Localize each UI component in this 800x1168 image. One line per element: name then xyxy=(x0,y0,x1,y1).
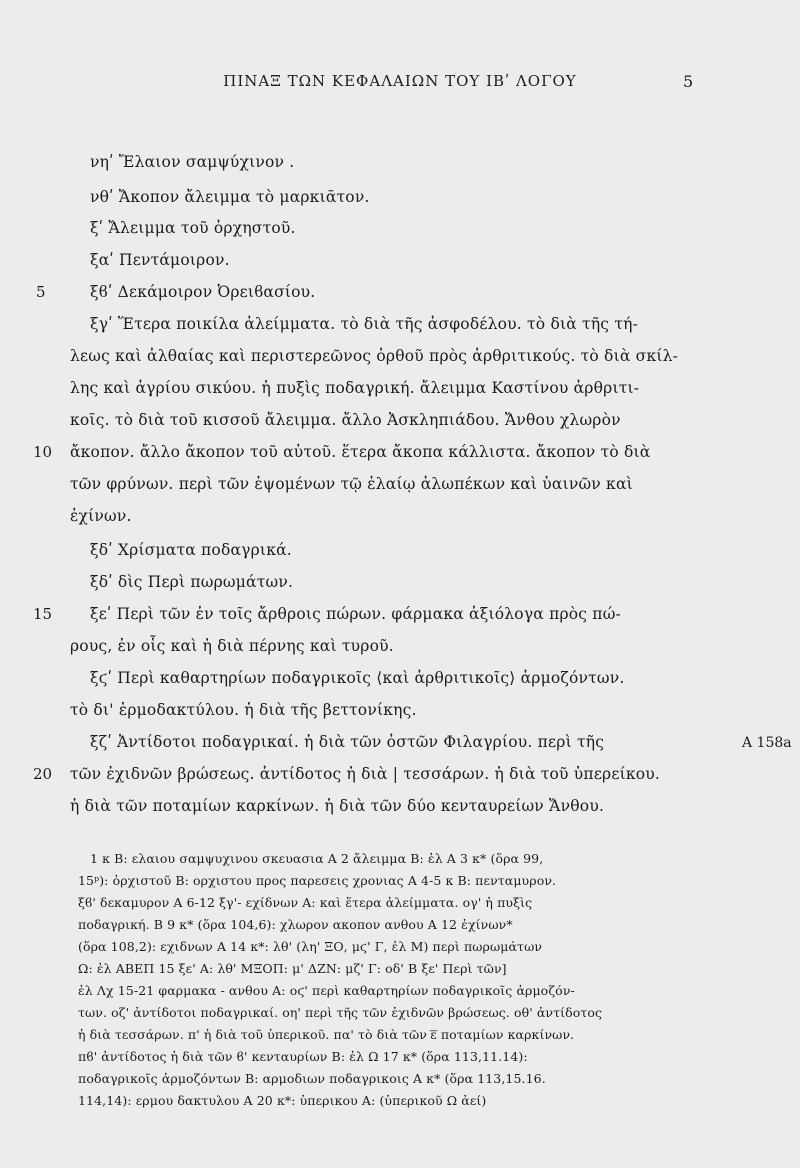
body-line: ἄκοπον. ἄλλο ἄκοπον τοῦ αὐτοῦ. ἕτερα ἄκοπα κάλλιστα. ἄκοπον τὸ διὰ xyxy=(70,443,651,461)
body-line: τῶν φρύνων. περὶ τῶν ἑψομένων τῷ ἐλαίῳ ἀλωπέκων καὶ ὑαινῶν καὶ xyxy=(70,475,633,493)
body-line: τῶν ἐχιδνῶν βρώσεως. ἀντίδοτος ἡ διὰ | τεσσάρων. ἡ διὰ τοῦ ὑπερείκου. xyxy=(70,765,661,783)
line-number: 10 xyxy=(33,443,53,461)
body-line: ξζʹ Ἀντίδοτοι ποδαγρικαί. ἡ διὰ τῶν ὀστῶν Φιλαγρίου. περὶ τῆς xyxy=(90,733,605,751)
margin-folio-reference: A 158a xyxy=(742,735,792,751)
running-header: ΠΙΝΑΞ ΤΩΝ ΚΕΦΑΛΑΙΩΝ ΤΟΥ ΙΒʹ ΛΟΓΟΥ xyxy=(223,72,577,90)
body-line: λεως καὶ ἀλθαίας καὶ περιστερεῶνος ὀρθοῦ πρὸς ἀρθριτικούς. τὸ διὰ σκίλ- xyxy=(70,347,679,365)
page-number: 5 xyxy=(683,72,694,91)
body-line: ξδʹ Χρίσματα ποδαγρικά. xyxy=(90,541,292,559)
body-line: ξγʹ Ἕτερα ποικίλα ἀλείμματα. τὸ διὰ τῆς ἀσφοδέλου. τὸ διὰ τῆς τή- xyxy=(90,315,639,333)
body-line: ἐχίνων. xyxy=(70,507,132,525)
body-line: ἡ διὰ τῶν ποταμίων καρκίνων. ἡ διὰ τῶν δύο κενταυρείων Ἄνθου. xyxy=(70,797,605,815)
footnote-line: ξϐ' δεκαμυρον A 6-12 ξγ'- εχίδνων A: καὶ ἕτερα ἀλείμματα. ογ' ἡ πυξὶς xyxy=(78,895,533,910)
footnote-line: ἐλ Λχ 15-21 φαρμακα - ανθου A: οϛ' περὶ καθαρτηρίων ποδαγρικοῖς ἁρμοζόν- xyxy=(78,983,575,998)
footnote-line: 114,14): ερμου δακτυλου A 20 κ*: ὑπερικου A: (ὑπερικοῦ Ω ἀεί) xyxy=(78,1093,487,1108)
line-number: 15 xyxy=(33,605,53,623)
footnote-line: Ω: ἐλ ΑΒΕΠ 15 ξε' A: λθ' ΜΞΟΠ: μ' ΔΖΝ: μζ' Γ: οδ' B ξε' Περὶ τῶν] xyxy=(78,961,507,976)
body-line: ξαʹ Πεντάμοιρον. xyxy=(90,251,230,269)
footnote-line: ποδαγρική. B 9 κ* (ὅρα 104,6): χλωρον ακοπον ανθου A 12 ἐχίνων* xyxy=(78,917,513,932)
body-line: λης καὶ ἀγρίου σικύου. ἡ πυξὶς ποδαγρική. ἄλειμμα Καστίνου ἀρθριτι- xyxy=(70,379,640,397)
footnote-line: πϐ' ἀντίδοτος ἡ διὰ τῶν ϐ' κενταυρίων B: ἐλ Ω 17 κ* (ὅρα 113,11.14): xyxy=(78,1049,528,1064)
footnote-line: των. οζ' ἀντίδοτοι ποδαγρικαί. οη' περὶ τῆς τῶν ἐχιδνῶν βρώσεως. οθ' ἀντίδοτος xyxy=(78,1005,603,1020)
body-line: νθʹ Ἄκοπον ἄλειμμα τὸ μαρκιᾶτον. xyxy=(90,188,370,206)
body-line: κοῖς. τὸ διὰ τοῦ κισσοῦ ἄλειμμα. ἄλλο Ἀσκληπιάδου. Ἄνθου χλωρὸν xyxy=(70,411,621,429)
footnote-line: 15ᵖ): ὀρχιστοῦ B: ορχιστου προς παρεσεις χρονιας A 4-5 κ B: πενταμυρον. xyxy=(78,873,557,888)
body-line: ξδʹ δὶς Περὶ πωρωμάτων. xyxy=(90,573,294,591)
footnote-line: (ὅρα 108,2): εχιδνων A 14 κ*: λθ' (λη' ΞΟ, μϛ' Γ, ἐλ Μ) περὶ πωρωμάτων xyxy=(78,939,543,954)
body-line: ξεʹ Περὶ τῶν ἐν τοῖς ἄρθροις πώρων. φάρμακα ἀξιόλογα πρὸς πώ- xyxy=(90,605,621,623)
footnote-line: ποδαγρικοῖς ἁρμοζόντων B: αρμοδιων ποδαγρικοις A κ* (ὅρα 113,15.16. xyxy=(78,1071,546,1086)
body-line: ξϐʹ Δεκάμοιρον Ὀρειϐασίου. xyxy=(90,283,316,301)
body-line: νηʹ Ἔλαιον σαμψύχινον . xyxy=(90,153,295,171)
body-line: ξʹ Ἄλειμμα τοῦ ὀρχηστοῦ. xyxy=(90,219,296,237)
body-line: τὸ δι' ἑρμοδακτύλου. ἡ διὰ τῆς βεττονίκης. xyxy=(70,701,417,719)
line-number: 20 xyxy=(33,765,53,783)
body-line: ρους, ἐν οἷς καὶ ἡ διὰ πέρνης καὶ τυροῦ. xyxy=(70,637,394,655)
body-line: ξϛʹ Περὶ καθαρτηρίων ποδαγρικοῖς ⟨καὶ ἀρθριτικοῖς⟩ ἁρμοζόντων. xyxy=(90,669,625,687)
footnote-line: ἡ διὰ τεσσάρων. π' ἡ διὰ τοῦ ὑπερικοῦ. πα' τὸ διὰ τῶν ͞ε ποταμίων καρκίνων. xyxy=(78,1027,575,1042)
line-number: 5 xyxy=(36,283,46,301)
footnote-line: 1 κ B: ελαιου σαμψυχινου σκευασια A 2 ἄλειμμα B: ἐλ A 3 κ* (ὅρα 99, xyxy=(90,851,544,866)
